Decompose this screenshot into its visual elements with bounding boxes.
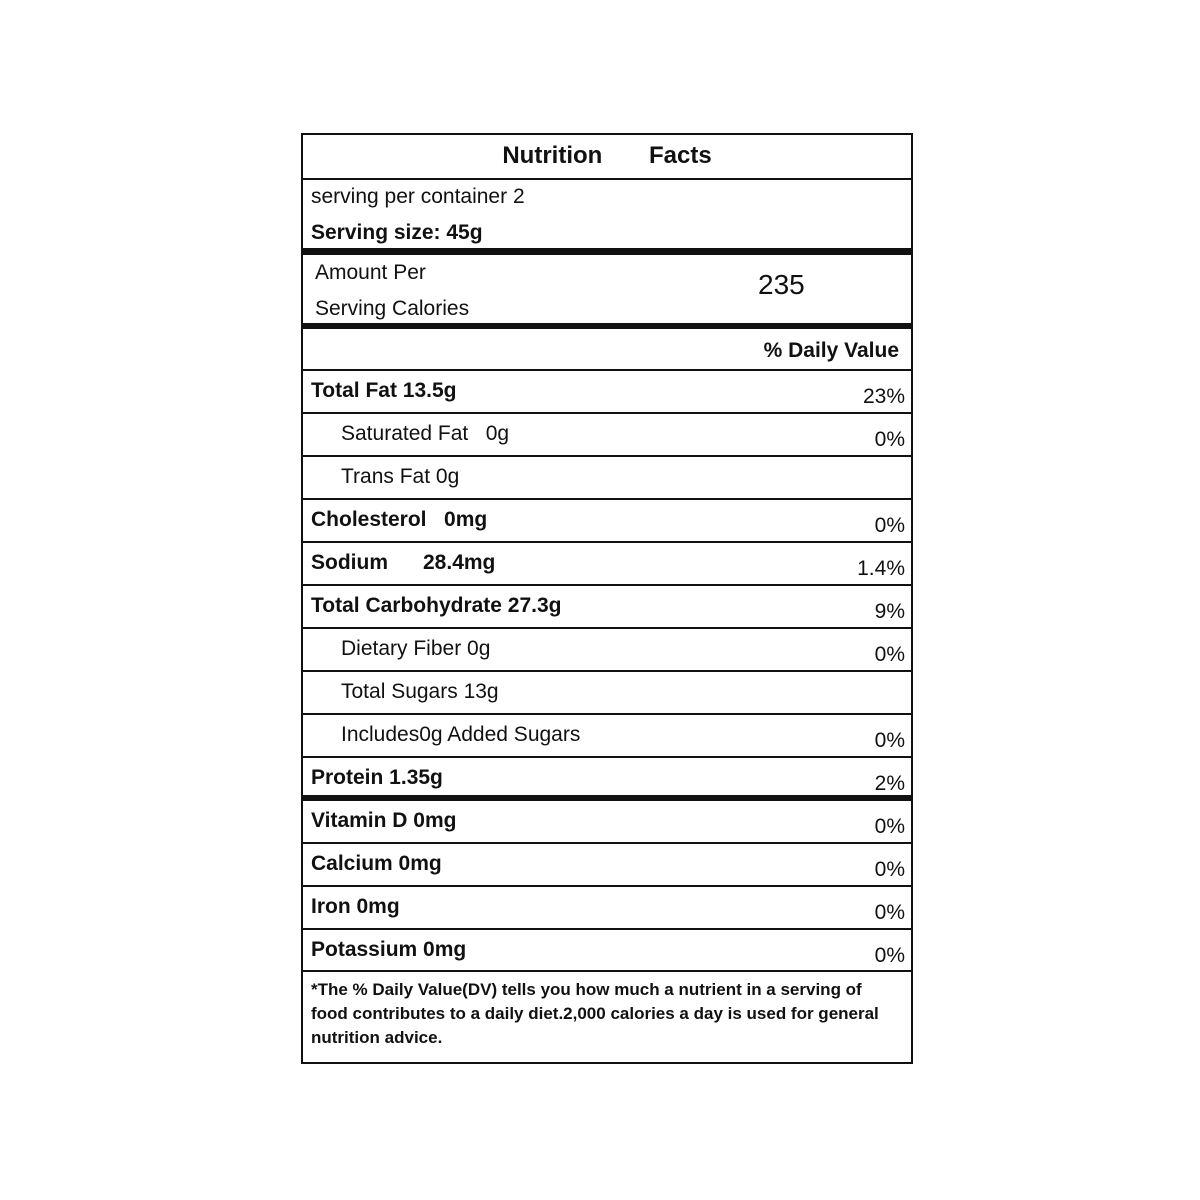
nutrient-name: Total Fat 13.5g <box>311 379 457 402</box>
servings-per-container: serving per container 2 <box>311 185 525 208</box>
serving-info <box>303 180 911 255</box>
nutrient-list <box>303 371 911 972</box>
nutrient-name: Vitamin D 0mg <box>311 809 457 832</box>
nutrient-name: Trans Fat 0g <box>341 465 460 488</box>
nutrient-daily-value: 0% <box>874 428 905 451</box>
nutrient-name: Dietary Fiber 0g <box>341 637 491 660</box>
nutrient-daily-value: 0% <box>874 944 905 967</box>
nutrient-row <box>303 715 911 758</box>
nutrient-name: Total Carbohydrate 27.3g <box>311 594 562 617</box>
nutrient-row <box>303 414 911 457</box>
nutrient-daily-value: 2% <box>874 772 905 795</box>
nutrient-row <box>303 457 911 500</box>
nutrient-row <box>303 844 911 887</box>
nutrient-daily-value: 0% <box>874 858 905 881</box>
nutrient-row <box>303 500 911 543</box>
nutrient-daily-value: 9% <box>874 600 905 623</box>
nutrient-row <box>303 887 911 930</box>
nutrient-name: Cholesterol 0mg <box>311 508 488 531</box>
nutrient-row <box>303 672 911 715</box>
calories-label-line2: Serving Calories <box>315 297 470 320</box>
nutrient-daily-value: 0% <box>874 643 905 666</box>
footnote: *The % Daily Value(DV) tells you how much a nutrient in a serving of food contributes to a daily diet.2,000 calories a day is used for general nutrition advice. <box>311 980 879 1047</box>
nutrient-name: Total Sugars 13g <box>341 680 499 703</box>
nutrient-name: Protein 1.35g <box>311 766 443 789</box>
calories-value: 235 <box>758 269 805 300</box>
nutrient-row <box>303 543 911 586</box>
nutrient-name: Calcium 0mg <box>311 852 442 875</box>
nutrition-facts-label <box>301 133 913 1064</box>
nutrient-row <box>303 629 911 672</box>
nutrient-name: Includes0g Added Sugars <box>341 723 581 746</box>
nutrient-name: Saturated Fat 0g <box>341 422 510 445</box>
nutrient-daily-value: 0% <box>874 901 905 924</box>
nutrient-name: Sodium 28.4mg <box>311 551 496 574</box>
nutrient-daily-value: 0% <box>874 815 905 838</box>
nutrient-row <box>303 758 911 801</box>
calories-row <box>303 255 911 329</box>
nutrient-daily-value: 23% <box>862 385 905 408</box>
nutrient-row <box>303 371 911 414</box>
serving-size: Serving size: 45g <box>311 221 483 244</box>
nutrient-row <box>303 930 911 972</box>
label-title: Nutrition Facts <box>303 135 911 180</box>
nutrient-daily-value: 0% <box>874 729 905 752</box>
nutrient-row <box>303 586 911 629</box>
nutrient-daily-value: 1.4% <box>857 557 905 580</box>
nutrient-daily-value: 0% <box>874 514 905 537</box>
nutrient-name: Iron 0mg <box>311 895 400 918</box>
calories-label-line1: Amount Per <box>315 261 426 284</box>
nutrient-row <box>303 801 911 844</box>
nutrient-name: Potassium 0mg <box>311 938 467 961</box>
daily-value-header: % Daily Value <box>303 329 911 371</box>
